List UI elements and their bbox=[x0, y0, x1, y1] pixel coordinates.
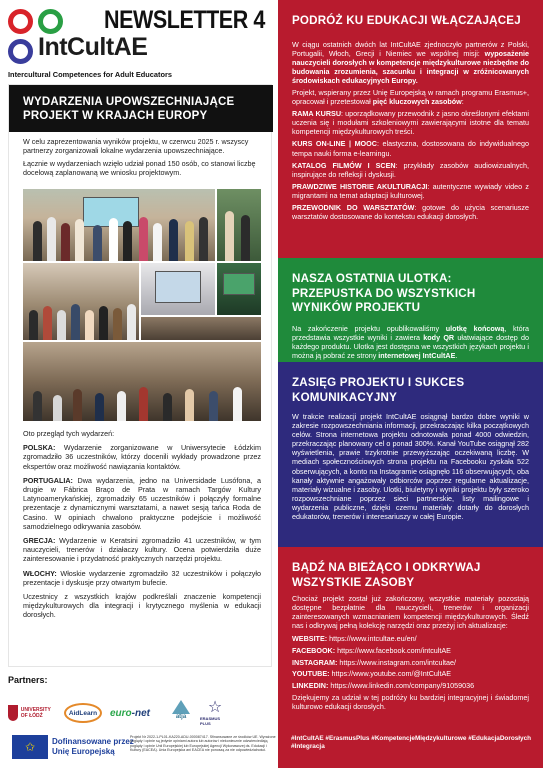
resource-item: PRAWDZIWE HISTORIE AKULTURACJI: autentyczne wywiady video z migrantami na temat adaptacji kulturowej. bbox=[292, 181, 529, 200]
website-link[interactable]: WEBSITE: https://www.intcultae.eu/en/ bbox=[292, 634, 417, 644]
facebook-link[interactable]: FACEBOOK: https://www.facebook.com/intcultAE bbox=[292, 645, 451, 655]
card-title: ZASIĘG PROJEKTU I SUKCES KOMUNIKACYJNY bbox=[292, 376, 465, 404]
project-reach-card bbox=[278, 362, 543, 547]
event-photo-collage bbox=[23, 189, 261, 421]
events-overview: Oto przegląd tych wydarzeń: bbox=[23, 429, 115, 438]
instagram-link[interactable]: INSTAGRAM: https://www.instagram.com/intcultae/ bbox=[292, 657, 457, 667]
event-photo bbox=[141, 263, 215, 315]
hashtags: #IntCultAE #ErasmusPlus #KompetencjeMiędzykulturowe #EdukacjaDorosłych #Integracja bbox=[291, 735, 532, 751]
resource-item: KATALOG FILMÓW I SCEN: przykłady zasobów audiowizualnych, inspirujące do refleksji i dyskusji. bbox=[292, 160, 530, 179]
subtitle: Intercultural Competences for Adult Educators bbox=[8, 70, 172, 79]
right-column bbox=[278, 0, 543, 768]
event-photo bbox=[23, 342, 261, 421]
card-title: NASZA OSTATNIA ULOTKA: PRZEPUSTKA DO WSZYSTKICH WYNIKÓW PROJEKTU bbox=[292, 272, 476, 314]
header bbox=[0, 0, 278, 84]
intro-paragraph: Łącznie w wydarzeniach wzięło udział ponad 150 osób, co stanowi liczbę docelową zaplanowaną we wniosku projektowym. bbox=[23, 158, 256, 177]
partner-aidlearn-logo: AidLearn bbox=[64, 703, 102, 723]
event-poland: POLSKA: Wydarzenie zorganizowane w Uniwersytecie Łódzkim zgromadziło 36 uczestników, którzy docenili wykłady prowadzone przez ekspertów oraz możliwość nawiązania kontaktów. bbox=[23, 443, 261, 471]
green-circle-icon bbox=[38, 9, 63, 34]
event-portugal: PORTUGALIA: Dwa wydarzenia, jedno na Universidade Lusófona, a drugie w Fábrica Braço de Prata w ramach Targów Kultury Latynoamerykańskiej, zgromadziły 65 uczestników i połączyły formalne prezentacje z dynamicznymi warsztatami, a nawet sesją tańca Roda de Casino. W opiniach chwalono praktyczne podejście i możliwość samodzielnego odkrywania zasobów. bbox=[23, 475, 261, 531]
card-title: BĄDŹ NA BIEŻĄCO I ODKRYWAJ WSZYSTKIE ZASOBY bbox=[292, 561, 481, 589]
resource-item: KURS ON-LINE | MOOC: elastyczna, dostosowana do indywidualnego tempa nauki forma e-learningu. bbox=[292, 139, 529, 158]
partner-atja-logo: atja bbox=[170, 700, 192, 726]
events-list bbox=[23, 429, 261, 625]
star-icon: ☆ bbox=[207, 699, 223, 716]
partner-erasmus-logo: ☆ ERASMUS PLUS bbox=[200, 699, 223, 726]
partner-euronet-logo: euro -net bbox=[110, 707, 151, 719]
partner-university-of-lodz-logo: UNIVERSITY OF ŁÓDŹ bbox=[8, 700, 58, 726]
event-photo bbox=[217, 189, 261, 261]
resource-item: RAMA KURSU: uporządkowany przewodnik z jasno określonymi efektami uczenia się i modułami szkoleniowymi zawierającymi istotne dla tematu kompetencji międzykulturowych treści. bbox=[292, 109, 529, 137]
event-photo bbox=[141, 317, 261, 340]
resource-item: PRZEWODNIK DO WARSZTATÓW: gotowe do użycia scenariusze warsztatów dostosowane do kontekstu edukacji dorosłych. bbox=[292, 203, 529, 222]
youtube-link[interactable]: YOUTUBE: https://www.youtube.com/@IntCultAE bbox=[292, 669, 452, 679]
red-circle-icon bbox=[8, 9, 33, 34]
event-italy: WŁOCHY: Włoskie wydarzenie zgromadziło 32 uczestników i połączyło prezentacje i dyskusje przy otwartym bufecie. bbox=[23, 568, 261, 587]
funding-disclaimer: Projekt Nr 2022-1-PL01-KA220-ADU-000087417. Sfinansowane ze środków UE. Wyrażone poglądy i opinie są jedynie opiniami autora lub autorów i niekoniecznie odzwierciedlają poglądy i opinie Unii Europejskiej lub Europejskiej Agencji Wykonawczej ds. Edukacji i Kultury (EACEA). Unia Europejska ani EACEA nie ponoszą za nie odpowiedzialności. bbox=[130, 735, 276, 752]
eu-flag-icon: ✩ bbox=[12, 735, 48, 759]
event-photo bbox=[23, 263, 139, 340]
events-intro bbox=[23, 137, 261, 180]
university-shield-icon bbox=[8, 705, 18, 721]
inclusive-education-card bbox=[278, 0, 543, 258]
card-body: Chociaż projekt został już zakończony, wszystkie materiały pozostają dostępne bezpłatnie dla nauczycieli, trenerów i organizacji zainteresowanych wzmacnianiem kompetencji międzykulturowych. Śledź nas i odkrywaj pełną kolekcję narzędzi oraz przeżyj ich aktualizacje: bbox=[292, 594, 529, 631]
atja-triangle-icon bbox=[172, 700, 190, 714]
card-body: W ciągu ostatnich dwóch lat IntCultAE zjednoczyło partnerów z Polski, Portugalii, Włoch, Grecji i Niemiec we wspólnej misji: wyposażenie nauczycieli dorosłych w kompetencje międzykulturowe niezbędne do budowania zrozumienia, szacunku i integracji w zróżnicowanych środowiskach edukacyjnych Europy. Projekt, wspierany przez Unię Europejską w ramach programu Erasmus+, opracował i przetestował pięć kluczowych zasobów: RAMA KURSU: uporządkowany przewodnik z jasno określonymi efektami uczenia się i modułami szkoleniowymi zawierającymi istotne dla tematu kompetencji międzykulturowych treści. KURS ON-LINE | MOOC: elastyczna, dostosowana do indywidualnego tempa nauki forma e-learningu. KATALOG FILMÓW I SCEN: przykłady zasobów audiowizualnych, inspirujące do refleksji i dyskusji. PRAWDZIWE HISTORIE AKULTURACJI: autentyczne wywiady video z migrantami na temat adaptacji kulturowej. PRZEWODNIK DO WARSZTATÓW: gotowe do użycia scenariusze warsztatów dostosowane do kontekstu edukacji dorosłych. bbox=[292, 39, 530, 222]
final-leaflet-card bbox=[278, 258, 543, 362]
card-outro: Dziękujemy za udział w tej podróży ku bardziej integracyjnej i świadomej kulturowo edukacji dorosłych. bbox=[292, 693, 529, 712]
intro-paragraph: W celu zaprezentowania wyników projektu, w czerwcu 2025 r. wszyscy partnerzy zorganizowali lokalne wydarzenia upowszechniające. bbox=[23, 137, 249, 156]
card-title: PODRÓŻ KU EDUKACJI WŁĄCZAJĄCEJ bbox=[292, 14, 521, 27]
newsletter-title: NEWSLETTER 4 bbox=[104, 6, 265, 34]
event-photo bbox=[23, 189, 215, 261]
events-title-box bbox=[9, 85, 273, 132]
card-body: Na zakończenie projektu opublikowaliśmy ulotkę końcową, która przedstawia wszystkie wyniki i zawiera kody QR ułatwiające dostęp do każdego produktu. Ulotka jest dostępna we wszystkich językach projektu i można ją pobrać ze strony internetowej IntCultAE. bbox=[292, 323, 529, 360]
partners-label: Partners: bbox=[8, 675, 48, 685]
card-body: W trakcie realizacji projekt IntCultAE osiągnął bardzo dobre wyniki w zakresie rozpowszechniania informacji, przekraczając kilka początkowych celów. Strona internetowa projektu odnotowała ponad 4000 odwiedzin, przekraczając planowany cel o ponad 300%. Kanał YouTube osiągnął 282 wyświetlenia, prawie trzykrotnie przewyższając oczekiwaną liczbę. W mediach społecznościowych strona projektu na Facebooku zyskała 522 obserwujących, a konto na Instagramie osiągnęło 116 obserwujących, oba kanały aktywnie angażowały odbiorców poprzez regularne aktualizacje, materiały wizualne i zasoby. Ulotki, biuletyny i wyniki projektu były szeroko rozpowszechniane poprzez sieci partnerskie, listy mailingowe i wydarzenia publiczne, dzięki czemu materiały dotarły do dorosłych edukatorów, trenerów i interesariuszy w całej Europie. bbox=[292, 412, 529, 522]
events-closing: Uczestnicy z wszystkich krajów podkreślali znaczenie kompetencji międzykulturowych dla integracji i krytycznego myślenia w edukacji dorosłych. bbox=[23, 592, 261, 620]
event-photo bbox=[217, 263, 261, 315]
navy-circle-icon bbox=[8, 39, 33, 64]
linkedin-link[interactable]: LINKEDIN: https://www.linkedin.com/company/91059036 bbox=[292, 680, 475, 690]
eu-funding-text: Dofinansowane przez Unię Europejską bbox=[52, 737, 134, 756]
logo-text: IntCultAE bbox=[38, 33, 148, 61]
events-section bbox=[8, 84, 272, 667]
events-title: WYDARZENIA UPOWSZECHNIAJĄCE PROJEKT W KRAJACH EUROPY bbox=[23, 96, 235, 122]
event-greece: GRECJA: Wydarzenie w Keratsini zgromadziło 41 uczestników, w tym nauczycieli, trenerów i działaczy kultury. Ocena potwierdziła duże zainteresowanie i przydatność praktycznych narzędzi projektu. bbox=[23, 536, 261, 564]
website-link[interactable]: internetowej IntCultAE bbox=[378, 350, 456, 360]
